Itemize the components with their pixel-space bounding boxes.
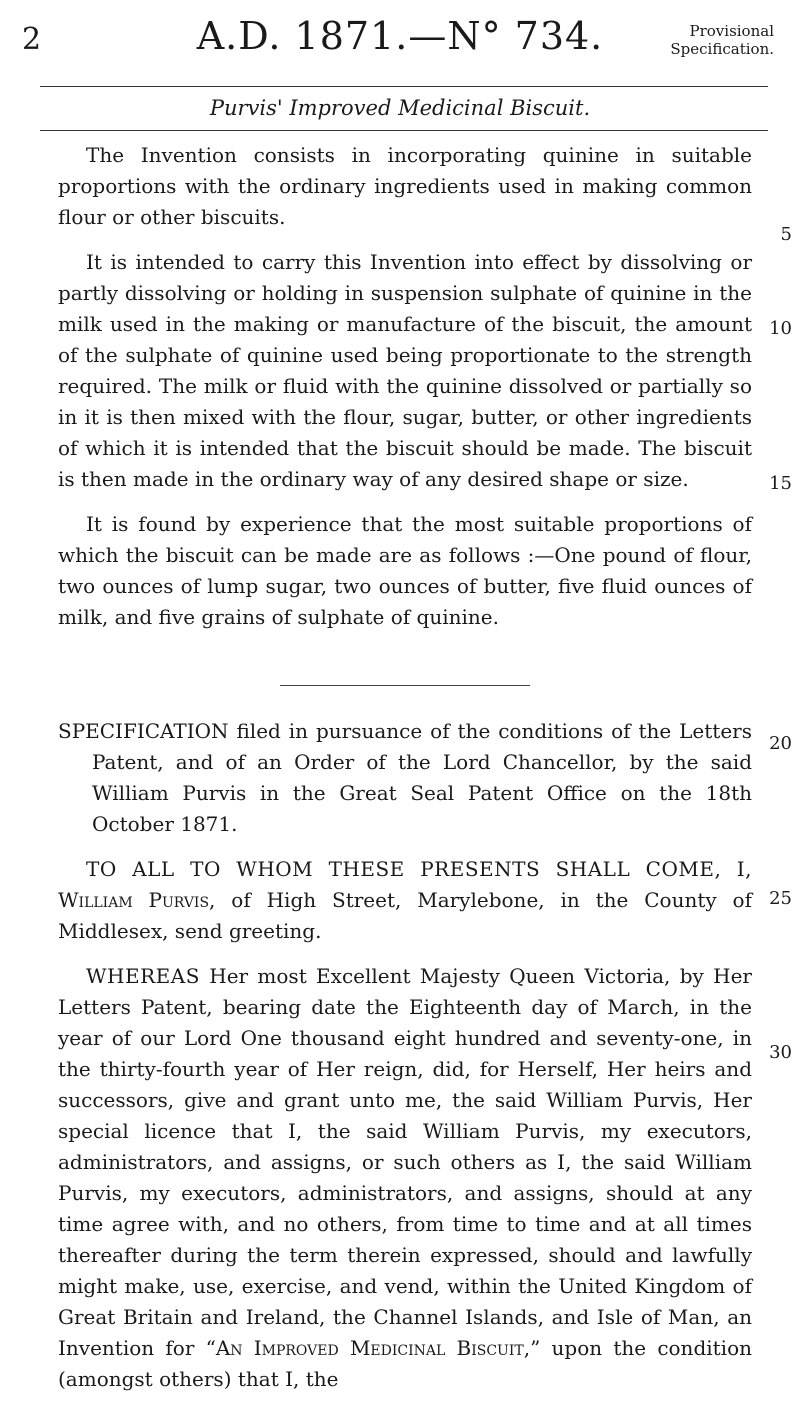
line-number-20: 20 <box>769 733 792 754</box>
invention-title-caps: An Improved Medicinal Biscuit, <box>215 1336 531 1360</box>
line-number-5: 5 <box>780 224 792 245</box>
provisional-paragraph-3: It is found by experience that the most suitable proportions of which the biscuit can be made are as follows :—One pound of flour, two ounces of lump sugar, two ounces of butter, five fluid ounces of milk, and five grains of sulphate of quinine. <box>58 512 752 629</box>
margin-note-line1: Provisional <box>689 22 774 40</box>
greeting-text: of High Street, Marylebone, in the County of Middlesex, send greeting. <box>58 888 753 943</box>
whereas-text-1: Her most Excellent Majesty Queen Victoria, by Her Letters Patent, bearing date the Eighteenth day of March, in the year of our Lord One thousand eight hundred and seventy-one, in the thirty-fourth year of Her reign, did, for Herself, Her heirs and successors, give and grant unto me, the said William Purvis, Her special licence that I, the said William Purvis, my executors, administrators, and assigns, or such others as I, the said William Purvis, my executors, administrators, and assigns, should at any time agree with, and no others, from time to time and at all times thereafter during the term therein expressed, should and lawfully might make, use, exercise, and vend, within the United Kingdom of Great Britain and Ireland, the Channel Islands, and Isle of Man, an Invention for “ <box>58 964 752 1360</box>
whereas-paragraph <box>58 961 752 1395</box>
margin-note-line2: Specification. <box>670 40 774 58</box>
header-rule-top <box>40 86 768 87</box>
greeting-lead: TO ALL TO WHOM THESE PRESENTS SHALL COME, I, <box>86 857 752 881</box>
body-text <box>58 140 752 1409</box>
whereas-lead: WHEREAS <box>86 964 200 988</box>
margin-note <box>670 22 774 58</box>
line-number-15: 15 <box>769 473 792 494</box>
line-number-25: 25 <box>769 888 792 909</box>
document-subtitle: Purvis' Improved Medicinal Biscuit. <box>209 96 591 120</box>
line-number-30: 30 <box>769 1042 792 1063</box>
line-number-10: 10 <box>769 318 792 339</box>
provisional-paragraph-2: It is intended to carry this Invention into effect by dissolving or partly dissolving or holding in suspension sulphate of quinine in the milk used in the making or manufacture of the biscuit, the amount of the sulphate of quinine used being proportionate to the strength required. The milk or fluid with the quinine dissolved or partially so in it is then mixed with the flour, sugar, butter, or other ingredients of which it is intended that the biscuit should be made. The biscuit is then made in the ordinary way of any desired shape or size. <box>58 250 752 491</box>
greeting-name: William Purvis, <box>58 888 216 912</box>
greeting-paragraph <box>58 854 752 947</box>
section-divider <box>280 685 530 686</box>
whereas-text-2: ” upon the condition (amongst others) that I, the <box>58 1336 752 1391</box>
provisional-paragraph-1: The Invention consists in incorporating quinine in suitable proportions with the ordinary ingredients used in making common flour or other biscuits. <box>58 143 752 229</box>
specification-lead: SPECIFICATION <box>58 719 229 743</box>
specification-filed-paragraph <box>58 716 752 840</box>
page-number: 2 <box>22 22 42 57</box>
document-title: A.D. 1871.—N° 734. <box>196 14 604 58</box>
header-rule-bottom <box>40 130 768 131</box>
specification-filed-text: filed in pursuance of the conditions of the Letters Patent, and of an Order of the Lord Chancellor, by the said William Purvis in the Great Seal Patent Office on the 18th October 1871. <box>92 719 752 836</box>
